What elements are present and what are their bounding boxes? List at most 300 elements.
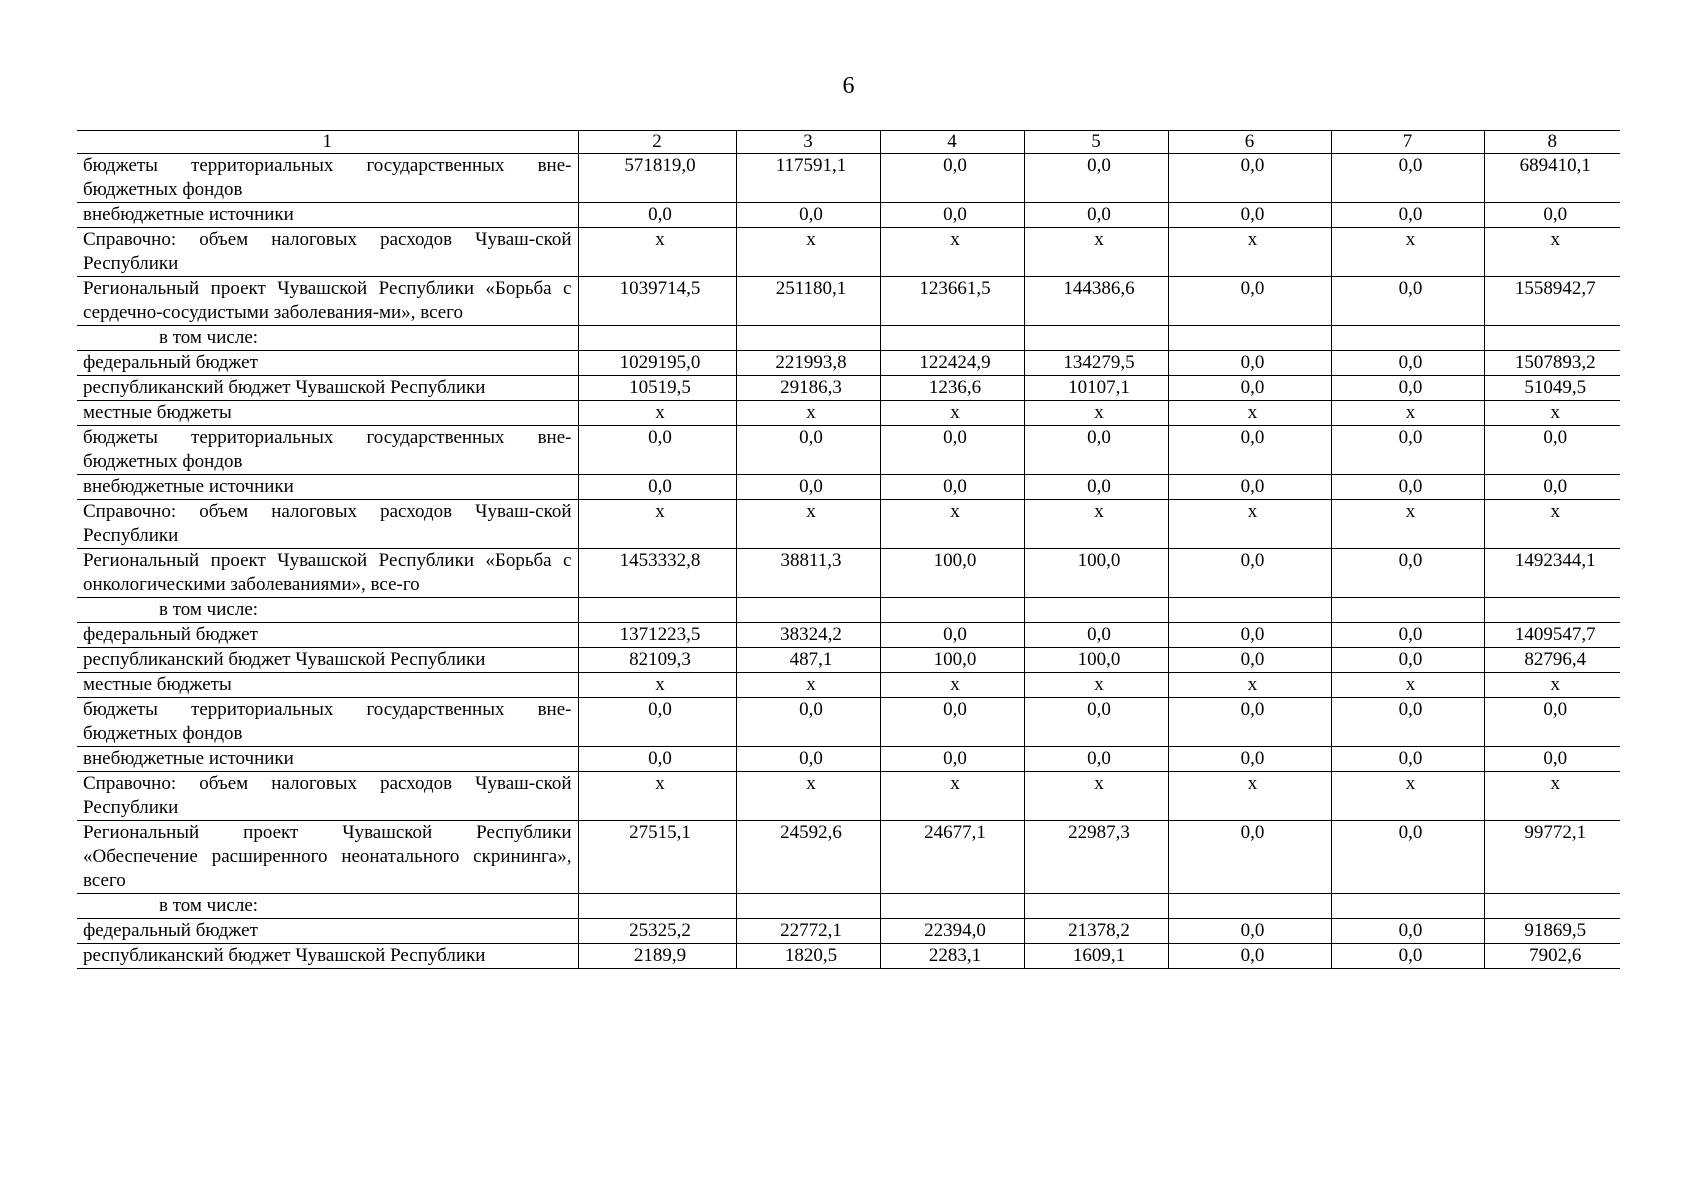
value-cell xyxy=(736,376,880,401)
column-header: 3 xyxy=(736,131,880,154)
value-cell xyxy=(1168,277,1331,326)
row-label: бюджеты территориальных государственных вне-бюджетных фондов xyxy=(77,698,578,747)
value-cell xyxy=(578,821,736,894)
cell-value: 123661,5 xyxy=(919,278,991,299)
cell-value: 91869,5 xyxy=(1524,920,1587,941)
value-cell xyxy=(1331,500,1484,549)
row-label: республиканский бюджет Чувашской Республики xyxy=(77,376,578,401)
column-header: 8 xyxy=(1484,131,1620,154)
cell-value: 0,0 xyxy=(1240,699,1265,720)
value-cell xyxy=(1331,401,1484,426)
value-cell xyxy=(1331,648,1484,673)
column-number-row xyxy=(77,131,1620,154)
cell-value: 1507893,2 xyxy=(1514,352,1596,373)
value-cell xyxy=(1331,821,1484,894)
cell-value: 0,0 xyxy=(943,155,967,176)
value-cell xyxy=(1168,475,1331,500)
value-cell xyxy=(1331,673,1484,698)
table-row xyxy=(77,747,1620,772)
value-cell xyxy=(736,698,880,747)
value-cell xyxy=(1484,944,1620,969)
value-cell xyxy=(578,401,736,426)
value-cell xyxy=(578,747,736,772)
cell-value: 0,0 xyxy=(1398,427,1423,448)
cell-value: 0,0 xyxy=(1398,822,1423,843)
value-cell xyxy=(1024,228,1168,277)
cell-value: х xyxy=(1550,773,1560,794)
value-cell xyxy=(578,154,736,203)
column-header: 2 xyxy=(578,131,736,154)
value-cell xyxy=(880,623,1024,648)
cell-value: х xyxy=(806,674,816,695)
value-cell xyxy=(736,351,880,376)
cell-value: 1492344,1 xyxy=(1514,550,1596,571)
cell-value: 1371223,5 xyxy=(619,624,701,645)
cell-value: 0,0 xyxy=(1240,278,1265,299)
cell-value: 0,0 xyxy=(1240,377,1265,398)
value-cell xyxy=(880,154,1024,203)
value-cell xyxy=(578,277,736,326)
value-cell xyxy=(1168,673,1331,698)
table-row xyxy=(77,426,1620,475)
value-cell xyxy=(736,673,880,698)
cell-value: 144386,6 xyxy=(1063,278,1135,299)
value-cell xyxy=(1484,228,1620,277)
value-cell xyxy=(1484,698,1620,747)
row-label: Справочно: объем налоговых расходов Чуваш-ской Республики xyxy=(77,228,578,277)
value-cell xyxy=(1331,351,1484,376)
table-row xyxy=(77,648,1620,673)
cell-value: 0,0 xyxy=(799,748,823,769)
cell-value: 0,0 xyxy=(648,699,672,720)
value-cell xyxy=(880,772,1024,821)
row-label: федеральный бюджет xyxy=(77,919,578,944)
value-cell xyxy=(578,648,736,673)
value-cell xyxy=(1331,747,1484,772)
row-label: бюджеты территориальных государственных вне-бюджетных фондов xyxy=(77,426,578,475)
value-cell xyxy=(1484,673,1620,698)
value-cell xyxy=(1168,623,1331,648)
cell-value: 24592,6 xyxy=(780,822,842,843)
table-row xyxy=(77,698,1620,747)
row-label: в том числе: xyxy=(77,598,578,623)
cell-value: 0,0 xyxy=(1398,748,1423,769)
value-cell xyxy=(1168,154,1331,203)
cell-value: 251180,1 xyxy=(775,278,847,299)
cell-value: 0,0 xyxy=(1240,352,1265,373)
value-cell xyxy=(1331,326,1484,351)
value-cell xyxy=(736,277,880,326)
cell-value: 100,0 xyxy=(933,550,977,571)
cell-value: х xyxy=(1094,402,1104,423)
value-cell xyxy=(1168,944,1331,969)
value-cell xyxy=(880,475,1024,500)
cell-value: х xyxy=(806,773,816,794)
value-cell xyxy=(1168,648,1331,673)
value-cell xyxy=(1168,894,1331,919)
value-cell xyxy=(578,500,736,549)
value-cell xyxy=(1484,401,1620,426)
cell-value: 82109,3 xyxy=(629,649,691,670)
value-cell xyxy=(1331,598,1484,623)
value-cell xyxy=(578,203,736,228)
row-label: Справочно: объем налоговых расходов Чуваш-ской Республики xyxy=(77,500,578,549)
value-cell xyxy=(1168,919,1331,944)
value-cell xyxy=(1024,894,1168,919)
cell-value: 0,0 xyxy=(1543,699,1568,720)
cell-value: 0,0 xyxy=(1087,427,1111,448)
value-cell xyxy=(1024,747,1168,772)
cell-value: 51049,5 xyxy=(1524,377,1587,398)
value-cell xyxy=(1024,475,1168,500)
cell-value: х xyxy=(1247,501,1258,522)
cell-value: 571819,0 xyxy=(624,155,696,176)
cell-value: 0,0 xyxy=(1087,204,1111,225)
cell-value: 0,0 xyxy=(799,476,823,497)
table-row xyxy=(77,228,1620,277)
cell-value: х xyxy=(806,501,816,522)
value-cell xyxy=(1024,154,1168,203)
value-cell xyxy=(1484,426,1620,475)
value-cell xyxy=(736,326,880,351)
value-cell xyxy=(880,228,1024,277)
table-row xyxy=(77,500,1620,549)
cell-value: 1609,1 xyxy=(1072,945,1126,966)
value-cell xyxy=(736,919,880,944)
cell-value: х xyxy=(1405,501,1416,522)
cell-value: 0,0 xyxy=(1398,476,1423,497)
value-cell xyxy=(736,944,880,969)
table-row xyxy=(77,821,1620,894)
value-cell xyxy=(880,648,1024,673)
value-cell xyxy=(736,203,880,228)
cell-value: х xyxy=(655,674,665,695)
value-cell xyxy=(1024,648,1168,673)
row-label: бюджеты территориальных государственных вне-бюджетных фондов xyxy=(77,154,578,203)
table-row xyxy=(77,772,1620,821)
value-cell xyxy=(736,154,880,203)
table-row xyxy=(77,673,1620,698)
cell-value: 0,0 xyxy=(1398,945,1423,966)
value-cell xyxy=(1024,326,1168,351)
value-cell xyxy=(1331,376,1484,401)
row-label: местные бюджеты xyxy=(77,401,578,426)
value-cell xyxy=(1331,154,1484,203)
table-row xyxy=(77,277,1620,326)
cell-value: 22772,1 xyxy=(780,920,842,941)
value-cell xyxy=(578,944,736,969)
cell-value: 1409547,7 xyxy=(1514,624,1596,645)
cell-value: 221993,8 xyxy=(775,352,847,373)
row-label: внебюджетные источники xyxy=(77,203,578,228)
value-cell xyxy=(1484,919,1620,944)
table-row xyxy=(77,154,1620,203)
cell-value: 0,0 xyxy=(1240,624,1265,645)
value-cell xyxy=(1024,351,1168,376)
value-cell xyxy=(880,598,1024,623)
cell-value: х xyxy=(950,773,960,794)
table-row xyxy=(77,326,1620,351)
cell-value: 0,0 xyxy=(1398,278,1423,299)
value-cell xyxy=(880,549,1024,598)
value-cell xyxy=(880,277,1024,326)
value-cell xyxy=(1484,376,1620,401)
cell-value: х xyxy=(950,674,960,695)
value-cell xyxy=(1168,549,1331,598)
cell-value: 122424,9 xyxy=(919,352,991,373)
row-label: в том числе: xyxy=(77,894,578,919)
cell-value: 0,0 xyxy=(1087,748,1111,769)
row-label: Региональный проект Чувашской Республики «Борьба с сердечно-сосудистыми заболевания-ми», всего xyxy=(77,277,578,326)
cell-value: 0,0 xyxy=(943,204,967,225)
value-cell xyxy=(1484,154,1620,203)
cell-value: 0,0 xyxy=(1240,427,1265,448)
table-body xyxy=(77,154,1620,969)
value-cell xyxy=(1168,426,1331,475)
value-cell xyxy=(880,673,1024,698)
row-label: в том числе: xyxy=(77,326,578,351)
cell-value: х xyxy=(1550,501,1560,522)
cell-value: 29186,3 xyxy=(780,377,842,398)
cell-value: х xyxy=(1405,674,1416,695)
cell-value: 0,0 xyxy=(1543,476,1568,497)
cell-value: 7902,6 xyxy=(1529,945,1582,966)
cell-value: х xyxy=(655,402,665,423)
value-cell xyxy=(578,919,736,944)
value-cell xyxy=(1168,747,1331,772)
column-header: 7 xyxy=(1331,131,1484,154)
cell-value: х xyxy=(1550,674,1560,695)
value-cell xyxy=(1024,673,1168,698)
value-cell xyxy=(578,326,736,351)
value-cell xyxy=(880,426,1024,475)
value-cell xyxy=(880,919,1024,944)
value-cell xyxy=(880,698,1024,747)
value-cell xyxy=(1168,351,1331,376)
cell-value: 0,0 xyxy=(1398,155,1423,176)
value-cell xyxy=(1331,475,1484,500)
value-cell xyxy=(1168,326,1331,351)
table-row xyxy=(77,351,1620,376)
value-cell xyxy=(1484,772,1620,821)
value-cell xyxy=(1484,549,1620,598)
page-number: 6 xyxy=(842,73,855,99)
table-row xyxy=(77,475,1620,500)
value-cell xyxy=(578,698,736,747)
cell-value: х xyxy=(655,773,665,794)
value-cell xyxy=(880,351,1024,376)
value-cell xyxy=(1168,401,1331,426)
value-cell xyxy=(736,228,880,277)
cell-value: 0,0 xyxy=(1398,377,1423,398)
row-label: Региональный проект Чувашской Республики «Борьба с онкологическими заболеваниями», все-го xyxy=(77,549,578,598)
value-cell xyxy=(1024,376,1168,401)
value-cell xyxy=(1024,772,1168,821)
cell-value: х xyxy=(1405,773,1416,794)
table-row xyxy=(77,376,1620,401)
value-cell xyxy=(1024,623,1168,648)
cell-value: 0,0 xyxy=(943,748,967,769)
value-cell xyxy=(578,598,736,623)
row-label: федеральный бюджет xyxy=(77,623,578,648)
value-cell xyxy=(880,747,1024,772)
value-cell xyxy=(578,894,736,919)
value-cell xyxy=(578,673,736,698)
value-cell xyxy=(1168,698,1331,747)
value-cell xyxy=(1168,772,1331,821)
value-cell xyxy=(736,475,880,500)
value-cell xyxy=(1331,426,1484,475)
cell-value: 0,0 xyxy=(1240,920,1265,941)
cell-value: х xyxy=(950,229,960,250)
value-cell xyxy=(1168,500,1331,549)
value-cell xyxy=(578,549,736,598)
value-cell xyxy=(1168,228,1331,277)
cell-value: 0,0 xyxy=(1087,155,1111,176)
value-cell xyxy=(1331,623,1484,648)
cell-value: х xyxy=(1247,229,1258,250)
value-cell xyxy=(1024,598,1168,623)
row-label: республиканский бюджет Чувашской Республики xyxy=(77,648,578,673)
cell-value: 0,0 xyxy=(1240,204,1265,225)
cell-value: 0,0 xyxy=(1240,476,1265,497)
table-row xyxy=(77,598,1620,623)
cell-value: х xyxy=(1247,402,1258,423)
cell-value: 0,0 xyxy=(1240,155,1265,176)
cell-value: 0,0 xyxy=(1240,945,1265,966)
cell-value: х xyxy=(806,229,816,250)
value-cell xyxy=(1484,747,1620,772)
value-cell xyxy=(1024,401,1168,426)
cell-value: 10519,5 xyxy=(629,377,691,398)
cell-value: 2189,9 xyxy=(633,945,687,966)
cell-value: 0,0 xyxy=(648,476,672,497)
value-cell xyxy=(880,401,1024,426)
value-cell xyxy=(736,894,880,919)
cell-value: 0,0 xyxy=(1398,699,1423,720)
cell-value: 0,0 xyxy=(1398,550,1423,571)
row-label: внебюджетные источники xyxy=(77,747,578,772)
cell-value: 0,0 xyxy=(648,427,672,448)
cell-value: 0,0 xyxy=(1240,822,1265,843)
value-cell xyxy=(1484,475,1620,500)
cell-value: 100,0 xyxy=(1077,649,1121,670)
cell-value: 0,0 xyxy=(1087,476,1111,497)
cell-value: 21378,2 xyxy=(1068,920,1130,941)
value-cell xyxy=(736,598,880,623)
cell-value: 117591,1 xyxy=(775,155,847,176)
value-cell xyxy=(578,426,736,475)
value-cell xyxy=(1331,944,1484,969)
cell-value: 24677,1 xyxy=(924,822,986,843)
cell-value: 134279,5 xyxy=(1063,352,1135,373)
table-row xyxy=(77,401,1620,426)
cell-value: 10107,1 xyxy=(1068,377,1130,398)
cell-value: х xyxy=(1247,773,1258,794)
cell-value: 0,0 xyxy=(1398,649,1423,670)
cell-value: 0,0 xyxy=(1087,699,1111,720)
value-cell xyxy=(1484,894,1620,919)
row-label: внебюджетные источники xyxy=(77,475,578,500)
cell-value: 1236,6 xyxy=(928,377,982,398)
value-cell xyxy=(1024,500,1168,549)
cell-value: х xyxy=(806,402,816,423)
cell-value: х xyxy=(1405,229,1416,250)
row-label: местные бюджеты xyxy=(77,673,578,698)
cell-value: х xyxy=(655,501,665,522)
cell-value: 0,0 xyxy=(943,476,967,497)
table-row xyxy=(77,549,1620,598)
value-cell xyxy=(1024,821,1168,894)
value-cell xyxy=(1331,894,1484,919)
cell-value: 0,0 xyxy=(1543,748,1568,769)
cell-value: 0,0 xyxy=(799,427,823,448)
value-cell xyxy=(1024,277,1168,326)
cell-value: х xyxy=(1550,402,1560,423)
value-cell xyxy=(1024,944,1168,969)
cell-value: х xyxy=(1094,674,1104,695)
cell-value: 82796,4 xyxy=(1524,649,1587,670)
value-cell xyxy=(1484,500,1620,549)
cell-value: 0,0 xyxy=(1398,920,1423,941)
value-cell xyxy=(736,747,880,772)
value-cell xyxy=(1331,549,1484,598)
cell-value: 0,0 xyxy=(799,204,823,225)
cell-value: 1820,5 xyxy=(784,945,838,966)
row-label: федеральный бюджет xyxy=(77,351,578,376)
value-cell xyxy=(736,426,880,475)
value-cell xyxy=(1484,623,1620,648)
value-cell xyxy=(1024,698,1168,747)
cell-value: х xyxy=(1094,501,1104,522)
cell-value: 1039714,5 xyxy=(619,278,701,299)
value-cell xyxy=(1331,277,1484,326)
cell-value: х xyxy=(1094,773,1104,794)
cell-value: 38324,2 xyxy=(780,624,842,645)
value-cell xyxy=(1168,821,1331,894)
value-cell xyxy=(1331,772,1484,821)
value-cell xyxy=(880,821,1024,894)
value-cell xyxy=(1331,919,1484,944)
row-label: республиканский бюджет Чувашской Республики xyxy=(77,944,578,969)
cell-value: х xyxy=(950,402,960,423)
cell-value: 0,0 xyxy=(1543,204,1568,225)
cell-value: 689410,1 xyxy=(1519,155,1591,176)
value-cell xyxy=(880,894,1024,919)
cell-value: 0,0 xyxy=(799,699,823,720)
value-cell xyxy=(880,500,1024,549)
value-cell xyxy=(1484,203,1620,228)
value-cell xyxy=(1484,648,1620,673)
cell-value: 1558942,7 xyxy=(1514,278,1596,299)
cell-value: 0,0 xyxy=(648,204,672,225)
column-header: 1 xyxy=(77,131,578,154)
cell-value: 0,0 xyxy=(1543,427,1568,448)
value-cell xyxy=(578,623,736,648)
value-cell xyxy=(1024,203,1168,228)
column-header: 5 xyxy=(1024,131,1168,154)
cell-value: 27515,1 xyxy=(629,822,691,843)
cell-value: 38811,3 xyxy=(780,550,842,571)
cell-value: 0,0 xyxy=(943,624,967,645)
cell-value: 0,0 xyxy=(1240,748,1265,769)
value-cell xyxy=(1484,277,1620,326)
value-cell xyxy=(1024,549,1168,598)
cell-value: х xyxy=(1094,229,1104,250)
value-cell xyxy=(578,475,736,500)
value-cell xyxy=(578,376,736,401)
cell-value: 0,0 xyxy=(1240,649,1265,670)
